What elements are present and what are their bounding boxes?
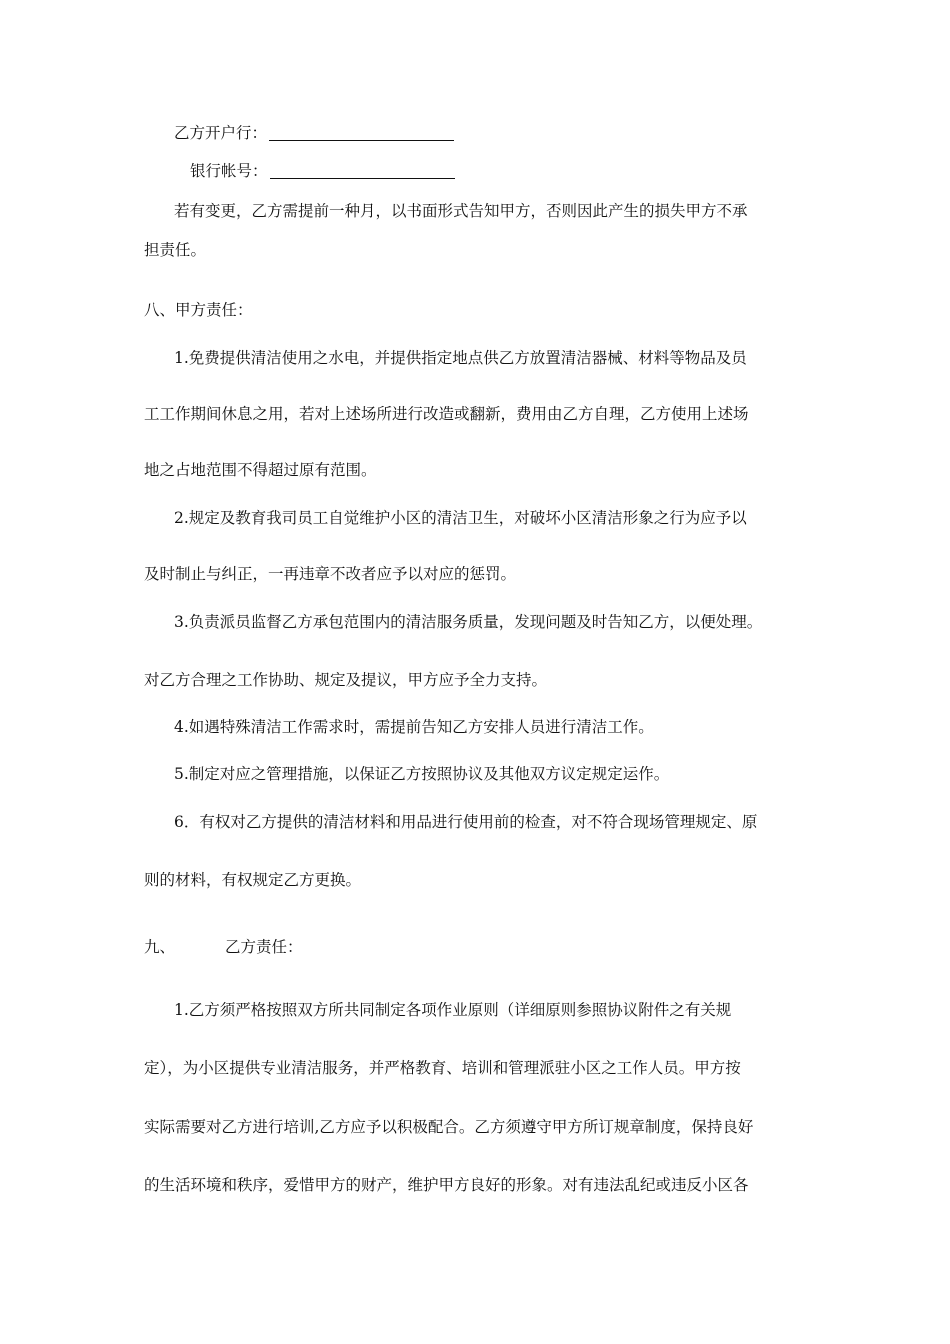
account-field-row: [190, 161, 455, 181]
section-9-number: 九、: [144, 938, 176, 956]
section-9-heading: [144, 937, 303, 957]
section-8-item-6-line-2: 则的材料，有权规定乙方更换。: [144, 871, 362, 889]
section-9-item-1-line-2: 定），为小区提供专业清洁服务，并严格教育、培训和管理派驻小区之工作人员。甲方按: [144, 1059, 741, 1077]
bank-label: 乙方开户行：: [174, 124, 268, 142]
section-8-item-3-line-1: 3.负责派员监督乙方承包范围内的清洁服务质量，发现问题及时告知乙方，以便处理。: [174, 613, 763, 631]
section-8-item-1-line-1: 1.免费提供清洁使用之水电，并提供指定地点供乙方放置清洁器械、材料等物品及员: [174, 349, 747, 367]
notice-line-2: 担责任。: [144, 241, 207, 259]
section-8-item-3-line-2: 对乙方合理之工作协助、规定及提议，甲方应予全力支持。: [144, 671, 548, 689]
section-8-item-2-line-2: 及时制止与纠正，一再违章不改者应予以对应的惩罚。: [144, 565, 517, 583]
section-9-title: 乙方责任：: [225, 938, 303, 956]
section-8-item-4: 4.如遇特殊清洁工作需求时，需提前告知乙方安排人员进行清洁工作。: [174, 718, 654, 736]
section-8-item-1-line-2: 工工作期间休息之用，若对上述场所进行改造或翻新，费用由乙方自理，乙方使用上述场: [144, 405, 749, 423]
section-9-item-1-line-4: 的生活环境和秩序，爱惜甲方的财产，维护甲方良好的形象。对有违法乱纪或违反小区各: [144, 1176, 749, 1194]
section-9-item-1-line-3: 实际需要对乙方进行培训,乙方应予以积极配合。乙方须遵守甲方所订规章制度，保持良好: [144, 1118, 754, 1136]
bank-blank-line[interactable]: [269, 124, 454, 141]
section-8-item-2-line-1: 2.规定及教育我司员工自觉维护小区的清洁卫生，对破坏小区清洁形象之行为应予以: [174, 509, 747, 527]
section-8-item-1-line-3: 地之占地范围不得超过原有范围。: [144, 461, 377, 479]
section-9-item-1-line-1: 1.乙方须严格按照双方所共同制定各项作业原则（详细原则参照协议附件之有关规: [174, 1001, 732, 1019]
notice-line-1: 若有变更，乙方需提前一种月，以书面形式告知甲方，否则因此产生的损失甲方不承: [174, 202, 748, 220]
section-8-item-5: 5.制定对应之管理措施，以保证乙方按照协议及其他双方议定规定运作。: [174, 765, 670, 783]
account-blank-line[interactable]: [270, 162, 455, 179]
section-8-item-6-line-1: 6．有权对乙方提供的清洁材料和用品进行使用前的检查，对不符合现场管理规定、原: [174, 813, 758, 831]
bank-field-row: [174, 123, 454, 143]
section-8-heading: 八、甲方责任：: [144, 301, 253, 319]
account-label: 银行帐号：: [190, 162, 268, 180]
